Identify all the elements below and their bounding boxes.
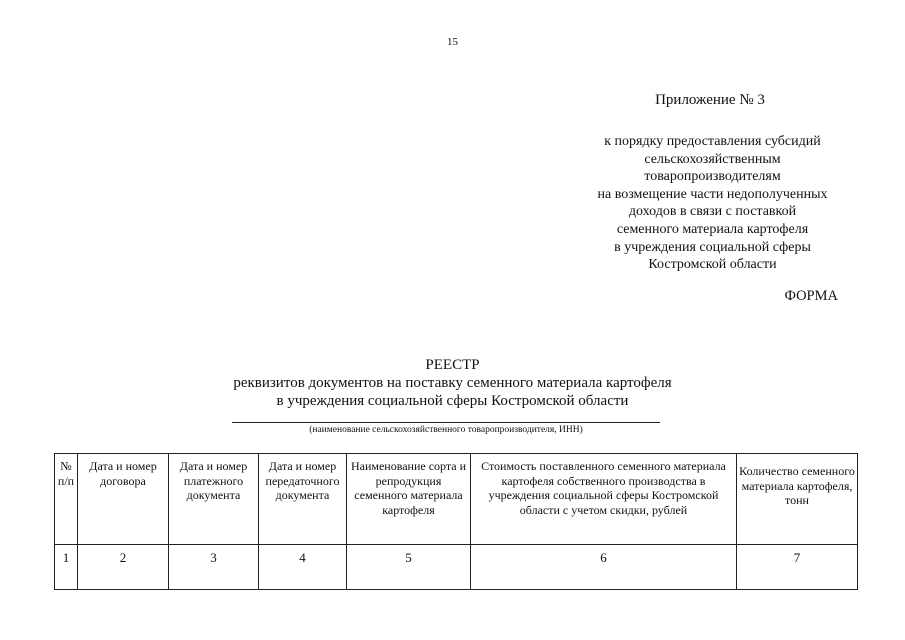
appendix-line: сельскохозяйственным bbox=[644, 151, 781, 167]
header-cost: Стоимость поставленного семенного материала картофеля собственного производства в учреждения социальной сферы Костромской области с учетом скидки, рублей bbox=[471, 454, 737, 545]
table-cell: 5 bbox=[347, 545, 471, 590]
appendix-line: на возмещение части недополученных bbox=[597, 186, 828, 202]
header-transfer-document: Дата и номер передаточного документа bbox=[259, 454, 347, 545]
table-cell: 1 bbox=[55, 545, 78, 590]
table-cell: 4 bbox=[259, 545, 347, 590]
header-payment-document: Дата и номер платежного документа bbox=[169, 454, 259, 545]
header-quantity: Количество семенного материала картофеля, тонн bbox=[737, 454, 858, 545]
registry-title: РЕЕСТР bbox=[425, 357, 480, 373]
appendix-title: Приложение № 3 bbox=[655, 92, 765, 108]
form-label: ФОРМА bbox=[784, 288, 838, 304]
table-cell: 7 bbox=[737, 545, 858, 590]
appendix-line: доходов в связи с поставкой bbox=[628, 204, 797, 220]
header-number: № п/п bbox=[55, 454, 78, 545]
appendix-line: в учреждения социальной сферы bbox=[614, 239, 811, 255]
producer-name-line bbox=[232, 422, 660, 423]
page-number: 15 bbox=[447, 36, 458, 48]
table-cell: 6 bbox=[471, 545, 737, 590]
table-row bbox=[55, 545, 858, 590]
header-variety: Наименование сорта и репродукция семенного материала картофеля bbox=[347, 454, 471, 545]
producer-caption: (наименование сельскохозяйственного товаропроизводителя, ИНН) bbox=[309, 425, 583, 435]
registry-subtitle-line: в учреждения социальной сферы Костромской области bbox=[276, 392, 629, 409]
header-contract: Дата и номер договора bbox=[78, 454, 169, 545]
registry-table bbox=[54, 453, 858, 590]
table-cell: 2 bbox=[78, 545, 169, 590]
table-header-row bbox=[55, 454, 858, 545]
appendix-line: к порядку предоставления субсидий bbox=[604, 134, 821, 149]
appendix-line: семенного материала картофеля bbox=[616, 221, 809, 237]
appendix-line: товаропроизводителям bbox=[644, 169, 781, 185]
appendix-line: Костромской области bbox=[648, 257, 777, 273]
registry-subtitle-line: реквизитов документов на поставку семенного материала картофеля bbox=[233, 375, 672, 391]
registry-heading bbox=[0, 356, 905, 410]
appendix-description bbox=[575, 133, 850, 274]
registry-subtitle bbox=[0, 375, 905, 410]
table-cell: 3 bbox=[169, 545, 259, 590]
